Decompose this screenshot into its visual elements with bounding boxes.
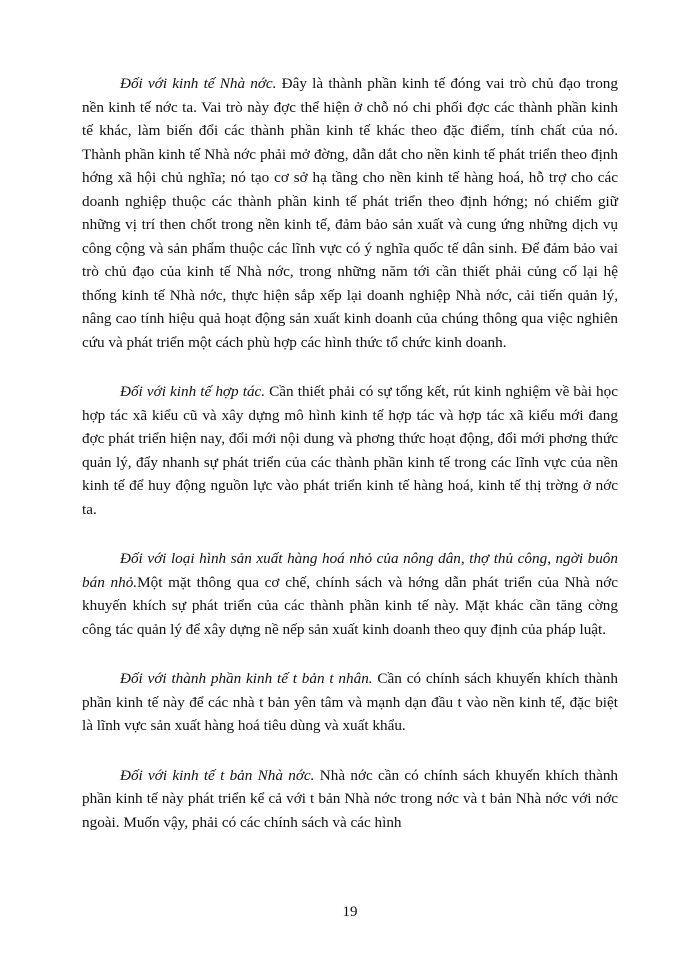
- paragraph-body: Nhà nớc cần có chính sách khuyến khích thành phần kinh tế này phát triển kể cả với t bản Nhà nớc trong nớc và t bản Nhà nớc với nớc ngoài. Muốn vậy, phải có các chính sách và các hình: [82, 766, 619, 831]
- paragraph-lead: Đối với kinh tế Nhà nớc.: [120, 75, 277, 92]
- paragraph-state-capitalism: [82, 764, 618, 835]
- paragraph-small-producers: [82, 547, 618, 641]
- paragraph-lead: Đối với loại hình sản xuất hàng hoá nhỏ của nông dân, thợ thủ công, ngời buôn bán nhỏ.: [82, 550, 618, 591]
- paragraph-lead: Đối với thành phần kinh tế t bản t nhân.: [120, 670, 373, 687]
- paragraph-lead: Đối với kinh tế t bản Nhà nớc.: [120, 766, 315, 784]
- page-number: 19: [342, 904, 358, 920]
- paragraph-private-capitalist: [82, 667, 618, 738]
- paragraph-body: Cần có chính sách khuyến khích thành phần kinh tế này để các nhà t bản yên tâm và mạnh dạn đầu t vào nền kinh tế, đặc biệt là lĩnh vực sản xuất hàng hoá tiêu dùng và xuất khẩu.: [82, 670, 618, 734]
- paragraph-body: Một mặt thông qua cơ chế, chính sách và hớng dẫn phát triển của Nhà nớc khuyến khích sự phát triển của các thành phần kinh tế này. Mặt khác cần tăng cờng công tác quản lý để xây dựng nề nếp sản xuất kinh doanh theo quy định của pháp luật.: [82, 573, 618, 638]
- paragraph-body: Đây là thành phần kinh tế đóng vai trò chủ đạo trong nền kinh tế nớc ta. Vai trò này đợc thể hiện ở chỗ nó chi phối đợc các thành phần kinh tế khác, làm biến đổi các thành phần kinh tế khác theo đặc điểm, tính chất của nó. Thành phần kinh tế Nhà nớc phải mở đờng, dẫn dắt cho nền kinh tế phát triển theo định hớng xã hội chủ nghĩa; nó tạo cơ sở hạ tầng cho nền kinh tế hàng hoá, hỗ trợ cho các doanh nghiệp thuộc các thành phần kinh tế phát triển theo định hớng; nó chiếm giữ những vị trí then chốt trong nền kinh tế, đảm bảo sản xuất và cung ứng những dịch vụ công cộng và sản phẩm thuộc các lĩnh vực có ý nghĩa quốc tế dân sinh. Để đảm bảo vai trò chủ đạo của kinh tế Nhà nớc, trong những năm tới cần thiết phải củng cố lại hệ thống kinh tế Nhà nớc, thực hiện sắp xếp lại doanh nghiệp Nhà nớc, cải tiến quản lý, nâng cao tính hiệu quả hoạt động sản xuất kinh doanh của chúng thông qua việc nghiên cứu và phát triển một cách phù hợp các hình thức tổ chức kinh doanh.: [82, 75, 618, 351]
- paragraph-state-economy: [82, 72, 618, 354]
- paragraph-cooperative-economy: [82, 380, 618, 521]
- paragraph-lead: Đối với kinh tế hợp tác.: [120, 383, 266, 400]
- document-page: [82, 72, 618, 860]
- paragraph-body: Cần thiết phải có sự tổng kết, rút kinh nghiệm về bài học hợp tác xã kiểu cũ và xây dựng mô hình kinh tế hợp tác và hợp tác xã kiểu mới đang đợc phát triển hiện nay, đổi mới nội dung và phơng thức hoạt động, đổi mới phơng thức quản lý, đẩy nhanh sự phát triển của các thành phần kinh tế trong các lĩnh vực của nền kinh tế để huy động nguồn lực vào phát triển kinh tế hàng hoá, kinh tế thị trờng ở nớc ta.: [82, 383, 618, 518]
